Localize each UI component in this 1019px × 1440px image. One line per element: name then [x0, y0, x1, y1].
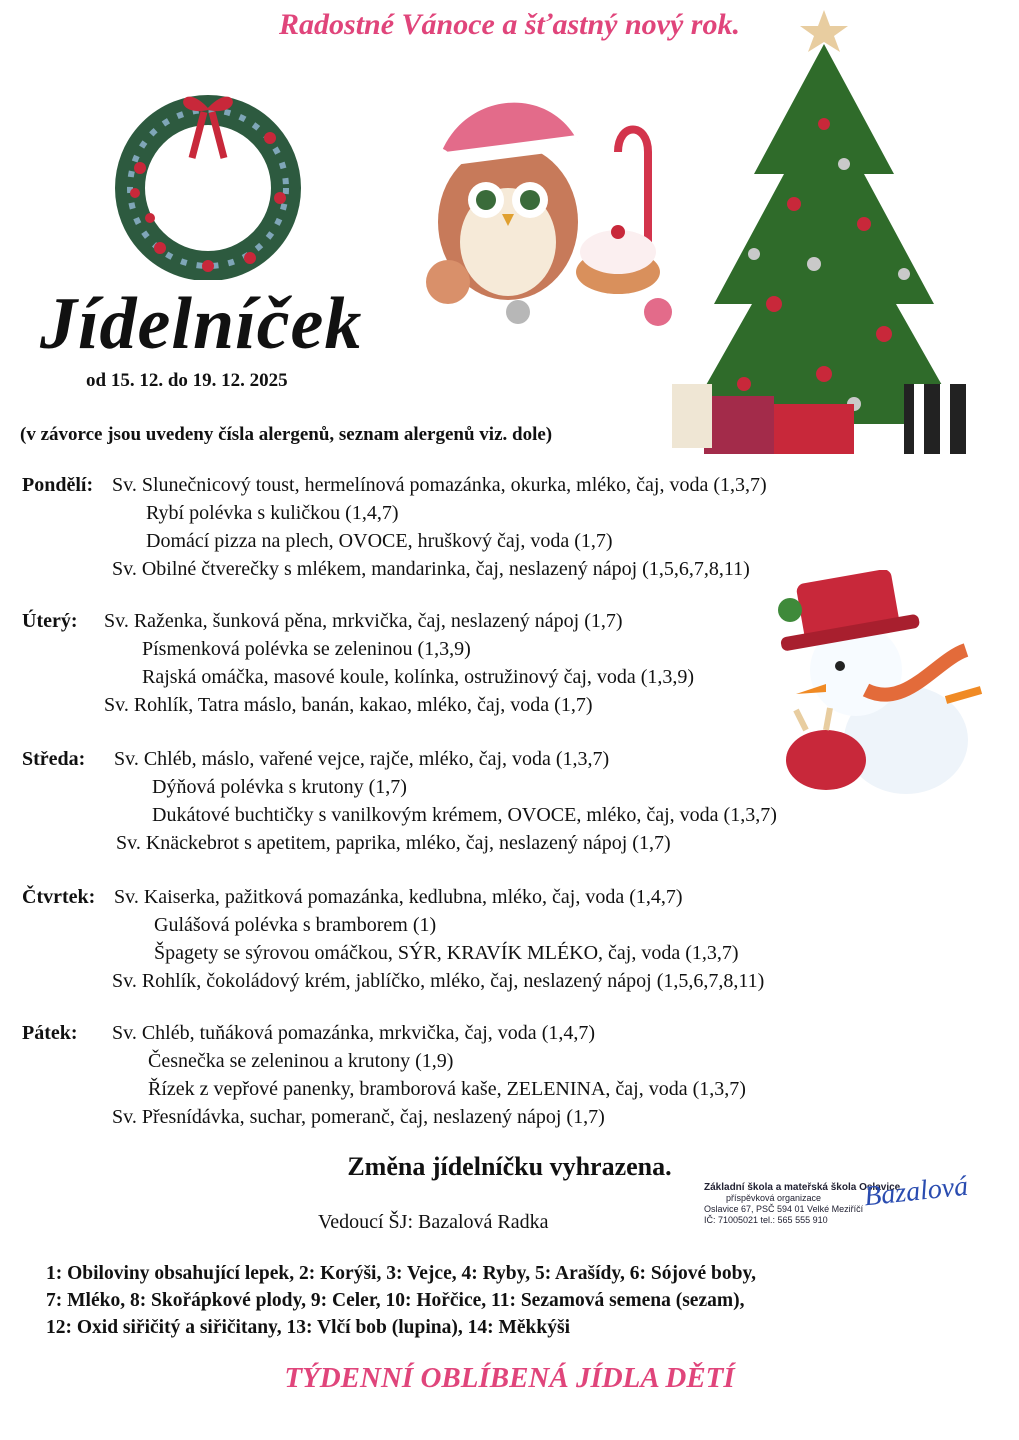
menu-line: Písmenková polévka se zeleninou (1,3,9) — [142, 638, 471, 660]
snowman-image — [756, 570, 996, 800]
allergen-note: (v závorce jsou uvedeny čísla alergenů, seznam alergenů viz. dole) — [20, 424, 553, 445]
allergen-line: 7: Mléko, 8: Skořápkové plody, 9: Celer, 10: Hořčice, 11: Sezamová semena (sezam), — [46, 1290, 745, 1311]
wreath-image — [100, 58, 320, 280]
signature: Bazalová — [862, 1170, 970, 1213]
menu-line: Sv. Chléb, tuňáková pomazánka, mrkvička, čaj, voda (1,4,7) — [112, 1022, 596, 1044]
menu-line: Gulášová polévka s bramborem (1) — [154, 914, 437, 936]
menu-line: Rybí polévka s kuličkou (1,4,7) — [146, 502, 399, 524]
menu-line: Sv. Raženka, šunková pěna, mrkvička, čaj, neslazený nápoj (1,7) — [104, 610, 623, 632]
christmas-tree-image — [664, 4, 974, 466]
page-title: Jídelníček — [40, 283, 363, 365]
bottom-note: TÝDENNÍ OBLÍBENÁ JÍDLA DĚTÍ — [284, 1362, 735, 1394]
change-notice: Změna jídelníčku vyhrazena. — [347, 1152, 672, 1181]
menu-line: Česnečka se zeleninou a krutony (1,9) — [148, 1050, 454, 1072]
stamp-line: příspěvková organizace — [726, 1193, 822, 1203]
school-stamp — [704, 1170, 970, 1226]
stamp-line: Základní škola a mateřská škola Oslavice — [704, 1182, 901, 1193]
allergen-line: 1: Obiloviny obsahující lepek, 2: Korýši, 3: Vejce, 4: Ryby, 5: Arašídy, 6: Sójové boby, — [46, 1263, 757, 1284]
menu-line: Sv. Chléb, máslo, vařené vejce, rajče, mléko, čaj, voda (1,3,7) — [114, 748, 610, 770]
day-name: Úterý: — [22, 610, 78, 632]
menu-line: Sv. Kaiserka, pažitková pomazánka, kedlubna, mléko, čaj, voda (1,4,7) — [114, 886, 683, 908]
stamp-line: IČ: 71005021 tel.: 565 555 910 — [704, 1215, 828, 1225]
greeting: Radostné Vánoce a šťastný nový rok. — [279, 8, 740, 41]
date-range: od 15. 12. do 19. 12. 2025 — [86, 370, 288, 391]
menu-line: Sv. Rohlík, čokoládový krém, jablíčko, mléko, čaj, neslazený nápoj (1,5,6,7,8,11) — [112, 970, 765, 992]
day-name: Pondělí: — [22, 474, 94, 496]
stamp-line: Oslavice 67, PSČ 594 01 Velké Meziříčí — [704, 1204, 864, 1214]
menu-line: Řízek z vepřové panenky, bramborová kaše, ZELENINA, čaj, voda (1,3,7) — [148, 1078, 746, 1100]
menu-line: Rajská omáčka, masové koule, kolínka, ostružinový čaj, voda (1,3,9) — [142, 666, 695, 688]
menu-line: Domácí pizza na plech, OVOCE, hruškový čaj, voda (1,7) — [146, 530, 613, 552]
menu-line: Sv. Rohlík, Tatra máslo, banán, kakao, mléko, čaj, voda (1,7) — [104, 694, 593, 716]
day-name: Čtvrtek: — [22, 886, 96, 908]
allergen-line: 12: Oxid siřičitý a siřičitany, 13: Vlčí bob (lupina), 14: Měkkýši — [46, 1317, 570, 1338]
menu-line: Dukátové buchtičky s vanilkovým krémem, OVOCE, mléko, čaj, voda (1,3,7) — [152, 804, 777, 826]
menu-line: Špagety se sýrovou omáčkou, SÝR, KRAVÍK MLÉKO, čaj, voda (1,3,7) — [154, 942, 739, 964]
menu-line: Sv. Přesnídávka, suchar, pomeranč, čaj, neslazený nápoj (1,7) — [112, 1106, 605, 1128]
menu-line: Dýňová polévka s krutony (1,7) — [152, 776, 407, 798]
manager-name: Vedoucí ŠJ: Bazalová Radka — [318, 1211, 549, 1233]
day-name: Pátek: — [22, 1022, 78, 1044]
owl-image — [398, 82, 688, 342]
allergen-list — [46, 1260, 756, 1341]
menu-line: Sv. Obilné čtverečky s mlékem, mandarinka, čaj, neslazený nápoj (1,5,6,7,8,11) — [112, 558, 750, 580]
menu-line: Sv. Knäckebrot s apetitem, paprika, mléko, čaj, neslazený nápoj (1,7) — [116, 832, 671, 854]
day-name: Středa: — [22, 748, 86, 770]
menu-line: Sv. Slunečnicový toust, hermelínová pomazánka, okurka, mléko, čaj, voda (1,3,7) — [112, 474, 767, 496]
